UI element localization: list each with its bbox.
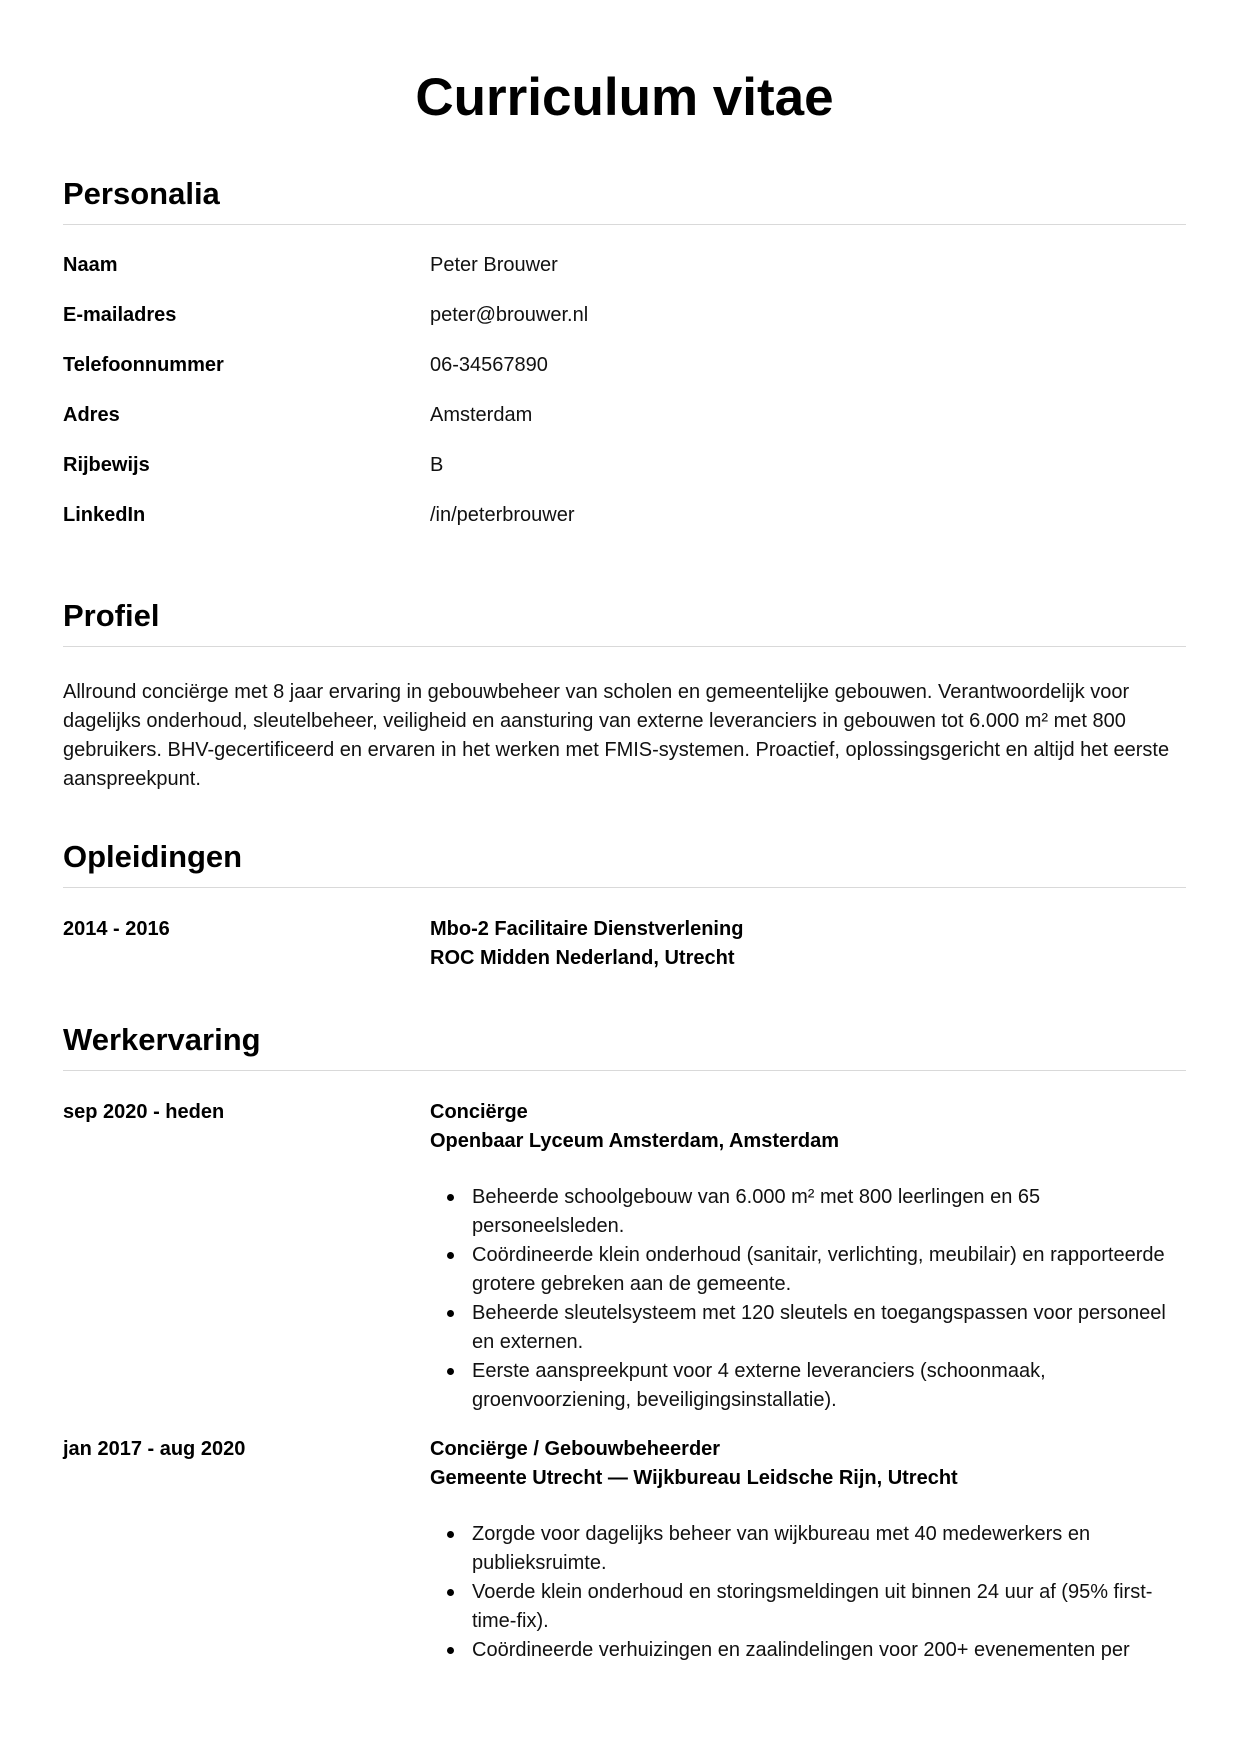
- field-label: LinkedIn: [63, 503, 146, 526]
- section-heading-personalia: Personalia: [63, 176, 220, 211]
- field-value-email: peter@brouwer.nl: [430, 303, 589, 326]
- job-entry: [63, 1435, 1186, 1665]
- field-label: Adres: [63, 403, 120, 426]
- bullet-icon: [447, 1647, 454, 1654]
- education-period: 2014 - 2016: [63, 918, 170, 940]
- list-item-text: Coördineerde klein onderhoud (sanitair, verlichting, meubilair) en rapporteerde grotere gebreken aan de gemeente.: [472, 1244, 1165, 1295]
- field-value-name: Peter Brouwer: [430, 253, 558, 276]
- bullet-icon: [447, 1589, 454, 1596]
- job-role: Conciërge / Gebouwbeheerder: [430, 1438, 721, 1460]
- field-value-address: Amsterdam: [430, 403, 533, 426]
- document-title: Curriculum vitae: [415, 68, 834, 127]
- list-item: [430, 1299, 1186, 1357]
- list-item: [430, 1357, 1186, 1415]
- bullet-icon: [447, 1252, 454, 1259]
- job-details: [430, 1098, 1186, 1415]
- list-item-text: Beheerde sleutelsysteem met 120 sleutels en toegangspassen voor personeel en externen.: [472, 1302, 1166, 1353]
- list-item: [430, 1241, 1186, 1299]
- list-item: [430, 1183, 1186, 1241]
- field-value-linkedin: /in/peterbrouwer: [430, 503, 575, 526]
- field-value-phone: 06-34567890: [430, 353, 548, 376]
- section-profiel: [63, 596, 1186, 794]
- list-item-text: Coördineerde verhuizingen en zaalindelingen voor 200+ evenementen per: [472, 1639, 1130, 1661]
- job-entry: [63, 1098, 1186, 1415]
- job-period: jan 2017 - aug 2020: [63, 1438, 246, 1460]
- personal-row-phone: [63, 340, 1186, 390]
- personal-row-address: [63, 390, 1186, 440]
- profile-summary: Allround conciërge met 8 jaar ervaring in gebouwbeheer van scholen en gemeentelijke gebouwen. Verantwoordelijk voor dagelijks onderhoud, sleutelbeheer, veiligheid en aansturing van externe leveranciers in gebouwen tot 6.000 m² met 800 gebruikers. BHV-gecertificeerd en ervaren in het werken met FMIS-systemen. Proactief, oplossingsgericht en altijd het eerste aanspreekpunt.: [63, 681, 1170, 790]
- job-employer: Gemeente Utrecht — Wijkbureau Leidsche Rijn, Utrecht: [430, 1467, 958, 1489]
- job-achievements: [430, 1520, 1186, 1665]
- bullet-icon: [447, 1310, 454, 1317]
- field-value-license: B: [430, 453, 444, 476]
- field-label: Rijbewijs: [63, 453, 150, 476]
- personal-row-email: [63, 290, 1186, 340]
- section-werkervaring: [63, 1020, 1186, 1665]
- job-employer: Openbaar Lyceum Amsterdam, Amsterdam: [430, 1130, 840, 1152]
- list-item-text: Zorgde voor dagelijks beheer van wijkbureau met 40 medewerkers en publieksruimte.: [472, 1523, 1091, 1574]
- list-item: [430, 1636, 1186, 1665]
- field-label: Naam: [63, 253, 118, 276]
- list-item-text: Beheerde schoolgebouw van 6.000 m² met 800 leerlingen en 65 personeelsleden.: [472, 1186, 1041, 1237]
- list-item: [430, 1520, 1186, 1578]
- job-period: sep 2020 - heden: [63, 1101, 225, 1123]
- personal-row-name: [63, 240, 1186, 290]
- education-institution: ROC Midden Nederland, Utrecht: [430, 947, 735, 969]
- personal-row-license: [63, 440, 1186, 490]
- bullet-icon: [447, 1194, 454, 1201]
- section-personalia: [63, 174, 1186, 540]
- education-title: Mbo-2 Facilitaire Dienstverlening: [430, 918, 744, 940]
- bullet-icon: [447, 1531, 454, 1538]
- job-details: [430, 1435, 1186, 1665]
- list-item-text: Voerde klein onderhoud en storingsmeldingen uit binnen 24 uur af (95% first-time-fix).: [472, 1581, 1153, 1632]
- list-item-text: Eerste aanspreekpunt voor 4 externe leveranciers (schoonmaak, groenvoorziening, beveiligingsinstallatie).: [472, 1360, 1046, 1411]
- list-item: [430, 1578, 1186, 1636]
- field-label: Telefoonnummer: [63, 353, 224, 376]
- section-heading-werkervaring: Werkervaring: [63, 1022, 261, 1057]
- education-details: [430, 915, 1186, 973]
- job-achievements: [430, 1183, 1186, 1415]
- personal-row-linkedin: [63, 490, 1186, 540]
- field-label: E-mailadres: [63, 303, 177, 326]
- cv-page: [63, 0, 1186, 1661]
- education-entry: [63, 915, 1186, 973]
- bullet-icon: [447, 1368, 454, 1375]
- job-role: Conciërge: [430, 1101, 528, 1123]
- section-heading-profiel: Profiel: [63, 598, 160, 633]
- section-heading-opleidingen: Opleidingen: [63, 839, 243, 874]
- section-opleidingen: [63, 837, 1186, 973]
